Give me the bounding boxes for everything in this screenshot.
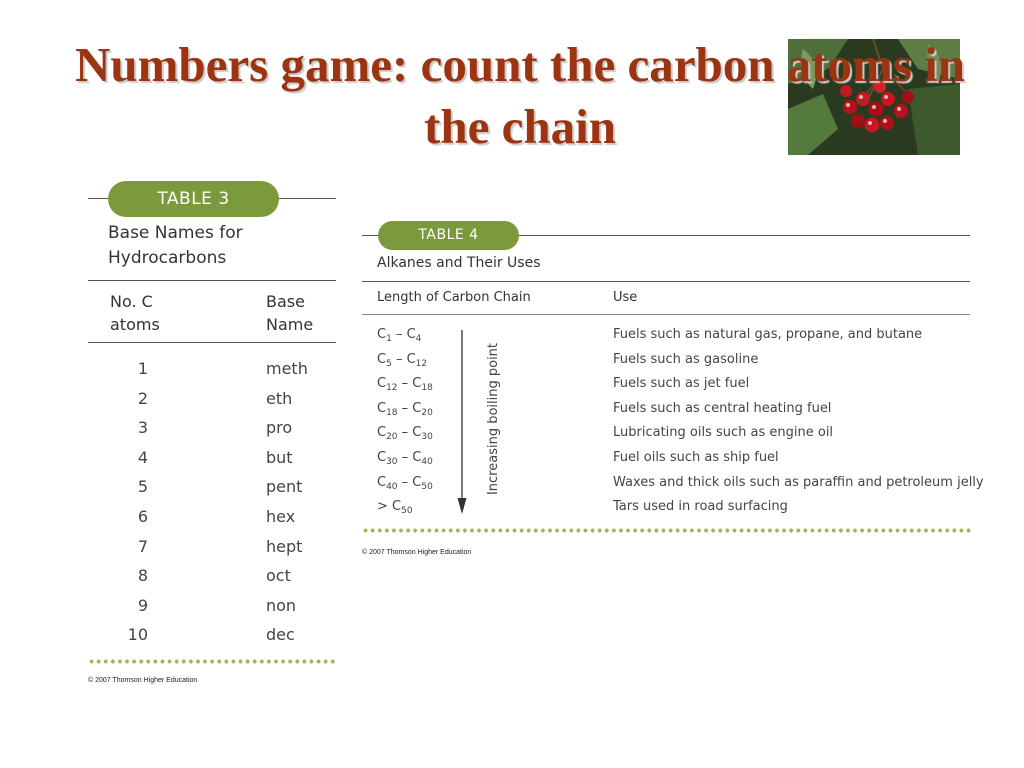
carbon-count: 3 <box>137 418 148 438</box>
chain-length: > $C_{50}$ <box>377 499 413 517</box>
table3-col-name-header <box>266 290 313 336</box>
table3-copyright: © 2007 Thomson Higher Education <box>88 677 198 684</box>
table-row <box>88 354 336 384</box>
table3-caption <box>108 221 243 271</box>
table-row <box>362 495 970 520</box>
chain-start: 50 <box>401 506 413 517</box>
table-row <box>362 397 970 422</box>
table3-caption-line1: Base Names for <box>108 223 243 243</box>
table-row <box>88 443 336 473</box>
chain-start: 20 <box>386 432 398 443</box>
table3-dotted-rule <box>88 659 337 664</box>
chain-start: 40 <box>386 481 398 492</box>
base-name: eth <box>266 388 293 408</box>
alkane-use: Fuel oils such as ship fuel <box>613 449 779 465</box>
table3-caption-line2: Hydrocarbons <box>108 248 227 268</box>
table4-label: TABLE 4 <box>378 221 519 250</box>
table4-copyright: © 2007 Thomson Higher Education <box>362 549 472 556</box>
table4-col-use-header: Use <box>613 290 638 305</box>
chain-end: 50 <box>421 481 433 492</box>
chain-end: 18 <box>421 383 433 394</box>
table-row <box>88 532 336 562</box>
base-name: meth <box>266 359 308 378</box>
chain-prefix: > <box>377 499 393 515</box>
carbon-count: 6 <box>137 506 148 526</box>
chain-start: 5 <box>386 358 392 369</box>
base-name: dec <box>266 625 295 645</box>
table3-label: TABLE 3 <box>108 181 279 217</box>
table3-body <box>88 354 336 650</box>
down-arrow-icon <box>455 330 469 514</box>
carbon-count: 7 <box>137 536 148 556</box>
base-name: oct <box>266 566 291 586</box>
chain-length: $C_{18} - C_{20}$ <box>377 400 433 418</box>
base-name: hex <box>266 506 296 526</box>
chain-end: 12 <box>415 358 428 369</box>
table-row <box>88 620 336 650</box>
table3-header-rule-top <box>88 280 336 281</box>
table-row <box>88 502 336 532</box>
table4-col-chain-header: Length of Carbon Chain <box>377 290 531 305</box>
carbon-count: 2 <box>137 388 148 408</box>
table-row <box>362 421 970 446</box>
table3-col1-line1: No. C <box>110 292 153 311</box>
carbon-count: 1 <box>137 359 148 378</box>
table3-col2-line2: Name <box>266 315 314 334</box>
carbon-count: 8 <box>137 566 148 586</box>
table3-header-rule-bottom <box>88 342 336 343</box>
table-row <box>362 348 970 373</box>
chain-start: 12 <box>386 383 398 394</box>
base-name: pent <box>266 477 303 497</box>
table4-body <box>362 323 984 520</box>
table-row <box>88 591 336 621</box>
chain-length: $C_{30} - C_{40}$ <box>377 449 433 467</box>
alkane-use: Fuels such as jet fuel <box>613 376 750 392</box>
base-name: non <box>266 595 297 615</box>
chain-length: $C_{20} - C_{30}$ <box>377 425 433 443</box>
chain-end: 40 <box>421 456 433 467</box>
table3-col1-line2: atoms <box>110 315 160 334</box>
chain-end: 20 <box>421 407 433 418</box>
carbon-count: 4 <box>137 447 148 467</box>
alkane-use: Waxes and thick oils such as paraffin and petroleum jelly <box>613 474 984 490</box>
table-row <box>362 471 984 496</box>
chain-length: $C_{40} - C_{50}$ <box>377 474 433 492</box>
alkane-use: Lubricating oils such as engine oil <box>613 425 834 441</box>
alkane-use: Fuels such as central heating fuel <box>613 400 832 416</box>
table4-header-rule-top <box>362 281 970 282</box>
chain-length: $C_1 - C_4$ <box>377 327 422 344</box>
chain-start: 1 <box>386 334 392 344</box>
slide-title: Numbers game: count the carbon atoms in the chain <box>74 37 966 154</box>
chain-end: 4 <box>415 334 422 344</box>
table3-col2-line1: Base <box>266 292 305 311</box>
chain-start: 18 <box>386 407 398 418</box>
carbon-count: 10 <box>127 625 148 645</box>
table-row <box>88 472 336 502</box>
alkane-use: Fuels such as gasoline <box>613 351 759 367</box>
table-row <box>88 561 336 591</box>
table4-caption: Alkanes and Their Uses <box>377 255 541 271</box>
table-row <box>362 323 970 348</box>
alkane-use: Fuels such as natural gas, propane, and butane <box>613 327 923 342</box>
table-row <box>88 384 336 414</box>
chain-end: 30 <box>421 432 433 443</box>
carbon-count: 9 <box>137 595 148 615</box>
base-name: but <box>266 447 293 467</box>
carbon-count: 5 <box>137 477 148 497</box>
base-name: hept <box>266 536 303 556</box>
table-row <box>362 372 970 397</box>
table3-col-count-header <box>110 290 160 336</box>
table4-dotted-rule <box>362 528 971 533</box>
chain-start: 30 <box>386 456 398 467</box>
table4-header-rule-bottom <box>362 314 970 315</box>
table-row <box>362 446 970 471</box>
chain-length: $C_{12} - C_{18}$ <box>377 376 433 394</box>
chain-length: $C_5 - C_{12}$ <box>377 351 428 369</box>
boiling-point-label: Increasing boiling point <box>486 342 501 496</box>
base-name: pro <box>266 418 293 438</box>
table-row <box>88 413 336 443</box>
alkane-use: Tars used in road surfacing <box>613 499 788 515</box>
